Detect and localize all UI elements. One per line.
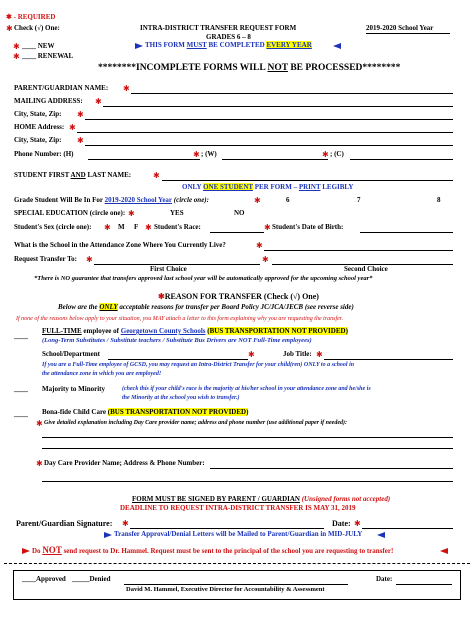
required-asterisk-icon: ✱ [262,255,269,264]
arrow-left-icon [377,532,385,538]
signature-date-field[interactable] [362,528,453,529]
mailing-city-field[interactable] [85,119,453,120]
phone-work-field[interactable] [222,159,328,160]
required-asterisk-icon: ✱ [6,24,13,33]
phone-cell-label: ; (C) [330,150,344,158]
home-city-field[interactable] [85,145,453,146]
phone-cell-field[interactable] [350,159,453,160]
required-asterisk-icon: ✱ [122,519,129,528]
daycare-provider-line-2[interactable] [42,481,453,482]
minority-note-2: the Minority at the school you wish to transfer.) [122,395,240,401]
required-asterisk-icon: ✱ [193,150,200,159]
required-asterisk-icon: ✱ [77,136,84,145]
childcare-checkbox[interactable]: ____ [14,410,28,418]
must-complete-banner: THIS FORM MUST BE COMPLETED EVERY YEAR [145,41,312,49]
transfer-to-label: Request Transfer To: [14,255,78,263]
required-asterisk-icon: ✱ [354,519,361,528]
school-year: 2019-2020 School Year [366,24,434,32]
minority-note-1: (check this if your child's race is the majority at his/her school in your attendance zone and he/she is [122,386,371,392]
parent-signature-label: Parent/Guardian Signature: [16,519,113,528]
race-field[interactable] [210,232,264,233]
required-asterisk-icon: ✱ [248,350,255,359]
required-asterisk-icon: ✱ [145,223,152,232]
sex-m-option[interactable]: M [118,223,125,231]
do-not-send-note: Do NOT send request to Dr. Hammel. Request must be sent to the principal of the school you are requesting to transfer! [32,545,394,555]
mailing-address-label: MAILING ADDRESS: [14,97,83,105]
phone-label: Phone Number: (H) [14,150,74,158]
zone-school-field[interactable] [264,250,453,251]
required-asterisk-icon: ✱ [254,196,261,205]
approved-option[interactable]: ____Approved [22,575,66,583]
school-dept-field[interactable] [108,359,248,360]
fulltime-note-1: If you are a Full-Time employee of GCSD, you may request an Intra-District Transfer for your child(ren) ONLY to a school in [42,362,355,368]
required-legend: ✱ - REQUIRED [6,13,56,21]
cut-line-divider [4,563,470,564]
grades-label: GRADES 6 – 8 [206,33,251,41]
new-option[interactable]: ____ NEW [22,42,55,50]
required-asterisk-icon: ✱ [256,241,263,250]
job-title-label: Job Title: [283,350,312,358]
incomplete-forms-warning: ********INCOMPLETE FORMS WILL NOT BE PROCESSED******** [98,63,401,73]
sex-f-option[interactable]: F [134,223,139,231]
mailing-address-field[interactable] [103,106,453,107]
required-asterisk-icon: ✱ [322,150,329,159]
grade-7-option[interactable]: 7 [357,196,361,204]
arrow-right-icon [22,548,30,554]
sex-label: Student's Sex (circle one): [14,223,92,231]
must-sign-note: FORM MUST BE SIGNED BY PARENT / GUARDIAN (Unsigned forms not accepted) [132,495,391,503]
check-one-label: Check (√) One: [14,24,60,32]
school-year-underline [366,33,450,34]
guarantee-note: *There is NO guarantee that transfers approved last school year will be automatically approved for the upcoming school year* [34,275,373,282]
required-asterisk-icon: ✱ [77,110,84,119]
office-date-field[interactable] [396,584,452,585]
required-asterisk-icon: ✱ [13,42,20,51]
childcare-detail-note: Give detailed explanation including Day Care provider name; address and phone number (use additional paper if needed): [44,420,347,426]
childcare-option-label: Bona-fide Child Care (BUS TRANSPORTATION NOT PROVIDED) [42,408,249,416]
second-choice-caption: Second Choice [344,265,388,273]
required-asterisk-icon: ✱ [316,350,323,359]
parent-name-label: PARENT/GUARDIAN NAME: [14,84,109,92]
grade-6-option[interactable]: 6 [286,196,290,204]
minority-option-label: Majority to Minority [42,385,105,393]
dob-label: Student's Date of Birth: [272,223,344,231]
acceptable-reasons-note: Below are the ONLY acceptable reasons for transfer per Board Policy JC/JCA/JECB (see reverse side) [58,303,354,311]
required-asterisk-icon: ✱ [95,97,102,106]
dob-field[interactable] [360,232,453,233]
grade-label: Grade Student Will Be In For 2019-2020 School Year (circle one): [14,196,209,204]
denied-option[interactable]: _____Denied [72,575,111,583]
city-state-zip-label: City, State, Zip: [14,110,62,118]
required-asterisk-icon: ✱ [264,223,271,232]
daycare-provider-field[interactable] [210,468,453,469]
none-apply-note: If none of the reasons below apply to your situation, you MAY attach a letter to this form explaining why you are requesting the transfer. [16,316,343,322]
required-asterisk-icon: ✱ [123,84,130,93]
required-asterisk-icon: ✱ [13,52,20,61]
school-dept-label: School/Department [42,350,100,358]
reason-title: ✱REASON FOR TRANSFER (Check (√) One) [158,292,319,301]
parent-name-field[interactable] [131,93,453,94]
one-student-note: ONLY ONE STUDENT PER FORM – PRINT LEGIBLY [182,183,354,191]
required-asterisk-icon: ✱ [128,209,135,218]
office-date-label: Date: [376,575,393,583]
sped-no-option[interactable]: NO [234,209,245,217]
grade-8-option[interactable]: 8 [437,196,441,204]
arrow-right-icon [104,532,112,538]
deadline-note: DEADLINE TO REQUEST INTRA-DISTRICT TRANSFER IS MAY 31, 2019 [120,504,356,512]
arrow-right-icon [135,43,143,49]
fulltime-checkbox[interactable]: ____ [14,332,28,340]
signature-date-label: Date: [332,519,351,528]
renewal-option[interactable]: ____ RENEWAL [22,52,74,60]
daycare-provider-label: Day Care Provider Name; Address & Phone Number: [44,459,205,467]
official-signature-field[interactable] [124,584,348,585]
fulltime-option-label: FULL-TIME employee of Georgetown County Schools (BUS TRANSPORTATION NOT PROVIDED) [42,327,348,335]
fulltime-note-2: the attendance zone in which you are employed! [42,371,162,377]
required-asterisk-icon: ✱ [104,223,111,232]
student-name-field[interactable] [162,180,453,181]
form-title: INTRA-DISTRICT TRANSFER REQUEST FORM [140,24,297,32]
childcare-explanation-line-2[interactable] [42,448,453,449]
letters-mailed-note: Transfer Approval/Denial Letters will be Mailed to Parent/Guardian in MID-JULY [114,530,363,538]
required-asterisk-icon: ✱ [36,419,43,428]
childcare-explanation-line-1[interactable] [42,437,453,438]
arrow-left-icon [440,548,448,554]
minority-checkbox[interactable]: ____ [14,385,28,393]
student-name-label: STUDENT FIRST AND LAST NAME: [14,171,132,179]
home-address-field[interactable] [77,132,453,133]
required-asterisk-icon: ✱ [153,171,160,180]
home-address-label: HOME Address: [14,123,65,131]
official-title: David M. Hammel, Executive Director for Accountability & Assessment [126,586,325,593]
race-label: Student's Race: [154,223,201,231]
first-choice-caption: First Choice [150,265,187,273]
fulltime-sub-note: (Long-Term Substitutes / Substitute teachers / Substitute Bus Drivers are NOT Full-Time employees) [42,337,312,344]
required-asterisk-icon: ✱ [86,255,93,264]
home-city-label: City, State, Zip: [14,136,62,144]
phone-work-label: ; (W) [201,150,217,158]
required-asterisk-icon: ✱ [36,459,43,468]
zone-school-label: What is the School in the Attendance Zone Where You Currently Live? [14,241,226,249]
job-title-field[interactable] [324,359,453,360]
arrow-left-icon [333,43,341,49]
required-asterisk-icon: ✱ [69,123,76,132]
parent-signature-field[interactable] [130,528,324,529]
phone-home-field[interactable] [88,159,200,160]
sped-yes-option[interactable]: YES [170,209,184,217]
sped-label: SPECIAL EDUCATION (circle one): [14,209,126,217]
